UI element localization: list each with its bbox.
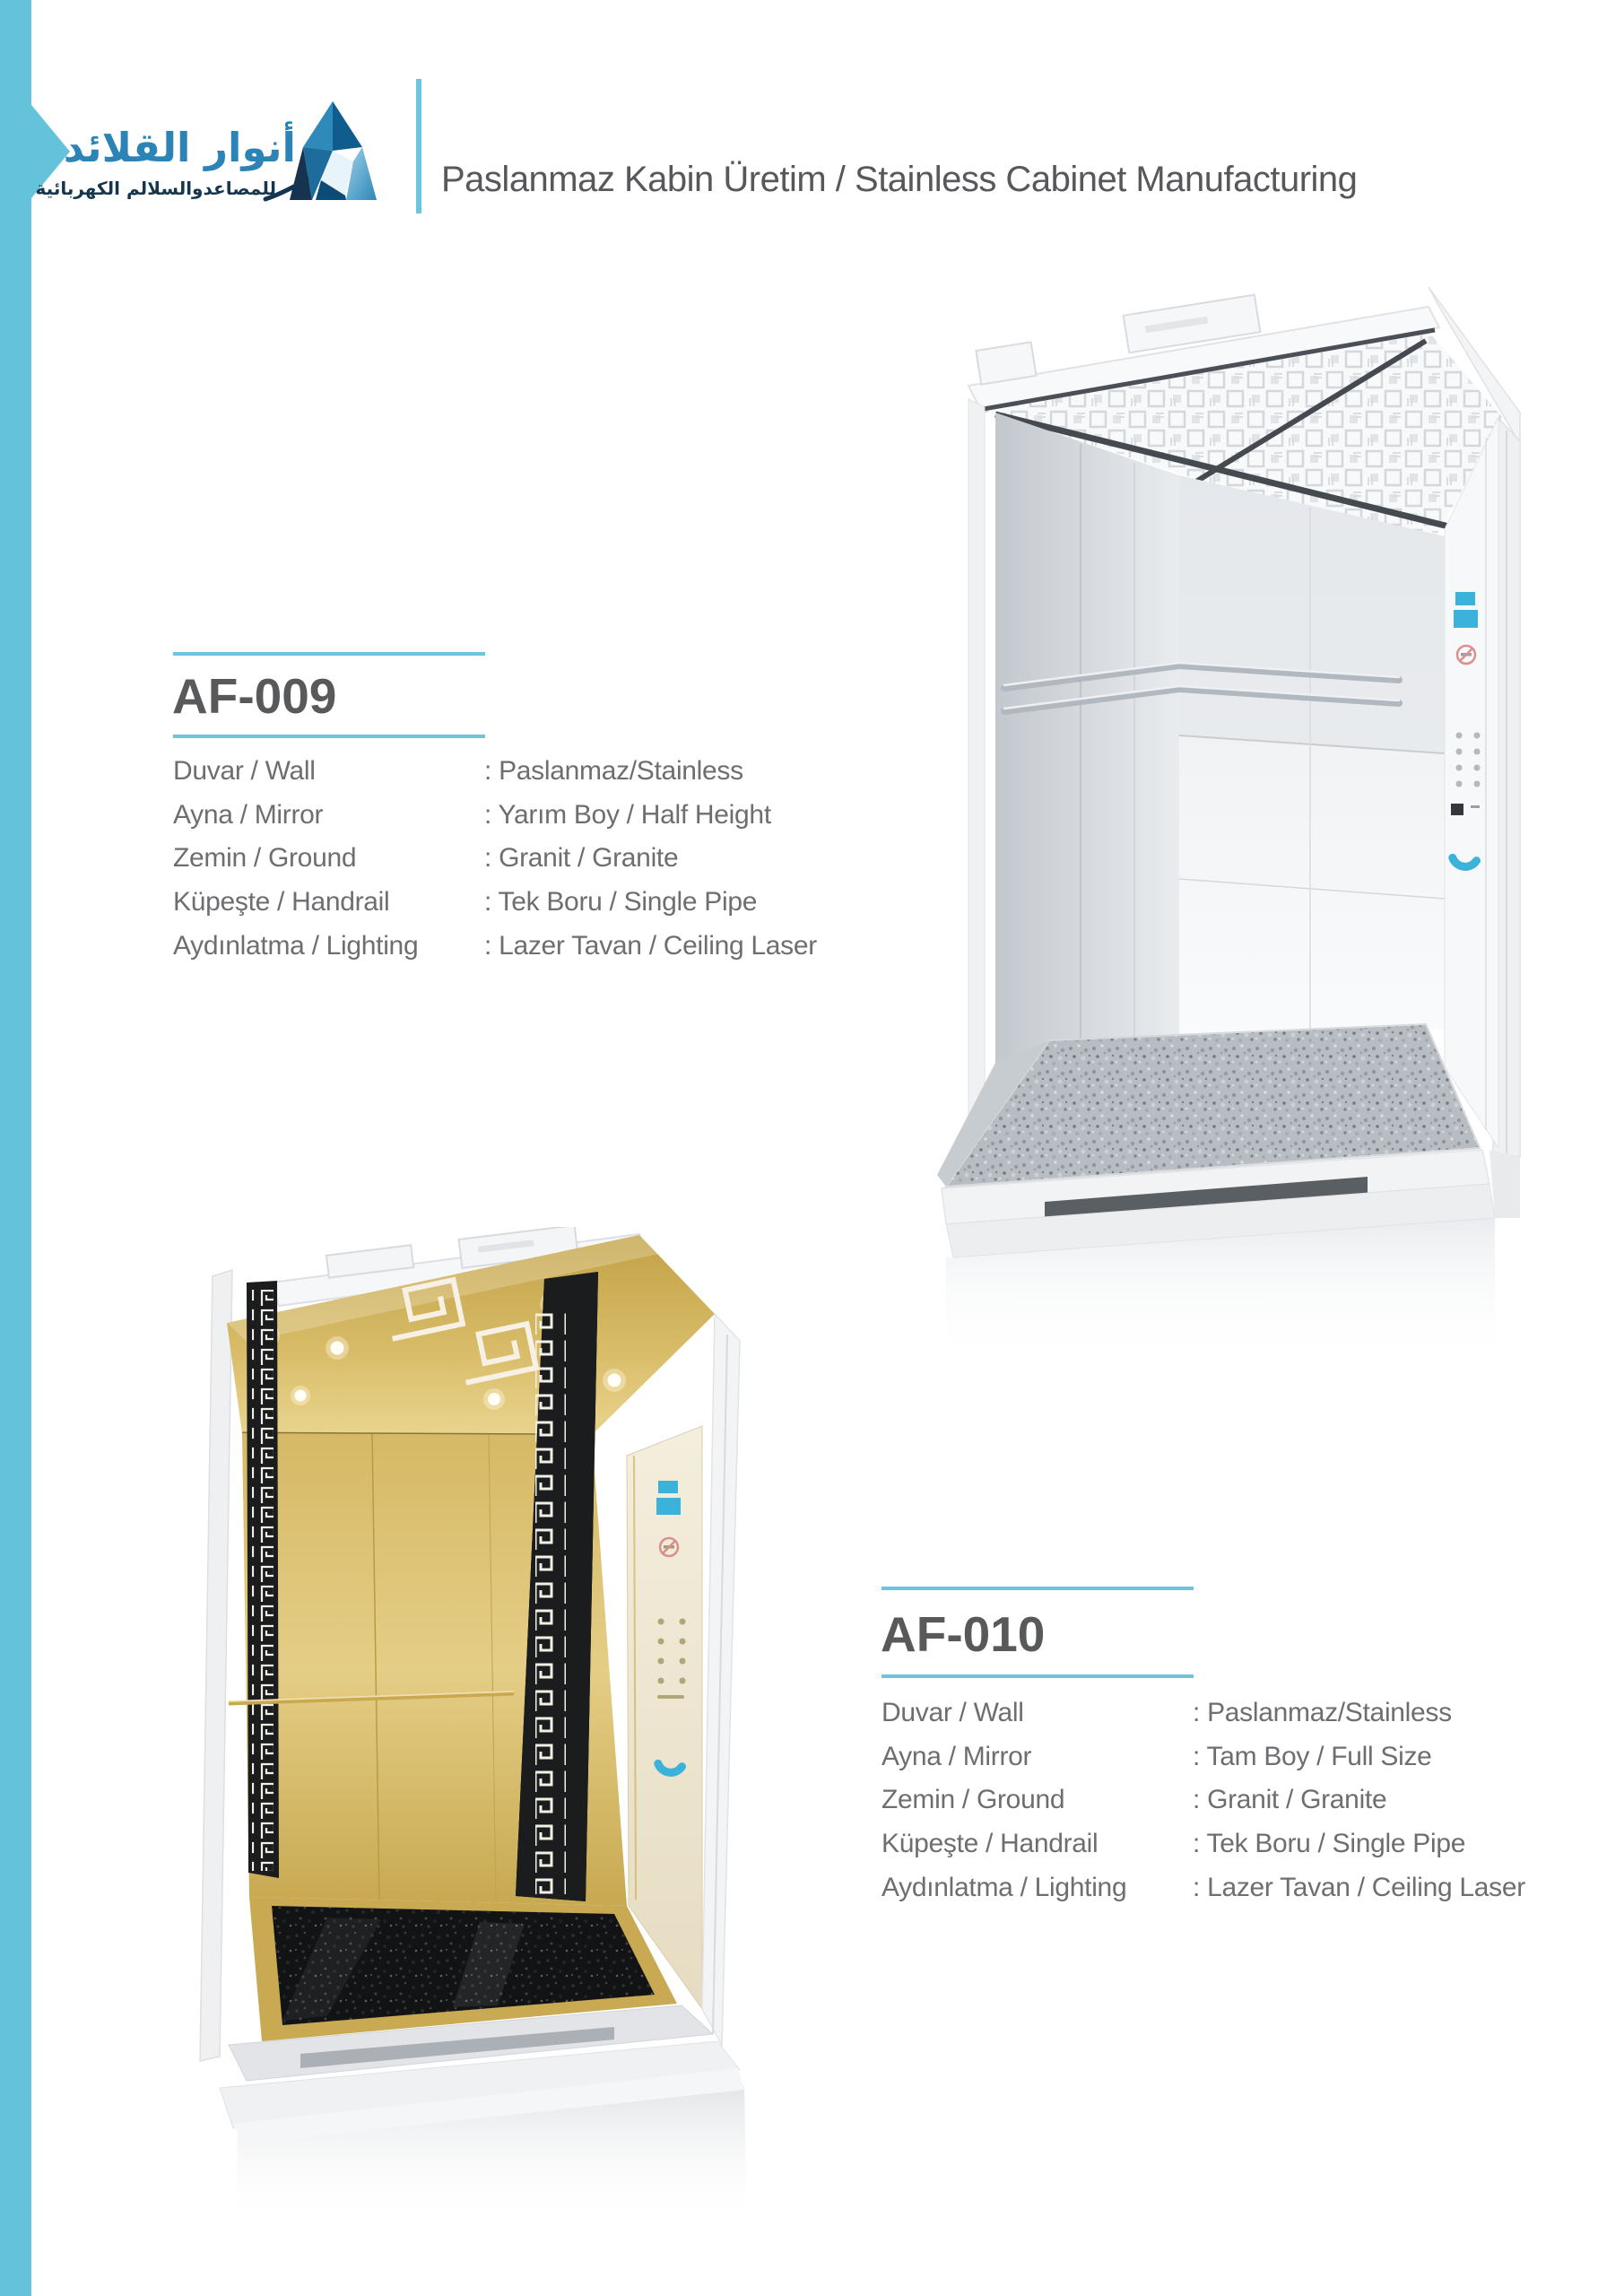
logo-pyramid-icon xyxy=(260,95,386,210)
alarm-button xyxy=(1451,804,1463,815)
left-frame xyxy=(200,1270,232,2061)
page-title: Paslanmaz Kabin Üretim / Stainless Cabinet Manufacturing xyxy=(441,160,1358,199)
cabin-control-panel xyxy=(627,1426,702,2009)
spec-value: : Granit / Granite xyxy=(1193,1785,1387,1815)
gold-cabin-photo xyxy=(193,1227,776,2227)
left-wall xyxy=(995,413,1179,1103)
spec-row xyxy=(881,1735,1617,1779)
spec-label: Ayna / Mirror xyxy=(173,799,324,830)
spec-value: : Lazer Tavan / Ceiling Laser xyxy=(484,930,817,961)
display-icon xyxy=(1454,610,1478,628)
spec-row xyxy=(173,750,908,794)
spec-value: : Paslanmaz/Stainless xyxy=(1193,1698,1452,1727)
meander-strip-left xyxy=(247,1281,279,1878)
left-ribbon-accent xyxy=(0,0,85,2296)
spec-value: : Tam Boy / Full Size xyxy=(1193,1741,1432,1771)
product-code: AF-010 xyxy=(881,1606,1046,1662)
left-frame xyxy=(968,399,985,1117)
spec-row xyxy=(881,1779,1617,1822)
back-wall xyxy=(1179,475,1445,1042)
logo-arabic-name: أنوار القلائد xyxy=(63,124,296,171)
spec-row xyxy=(173,794,908,838)
spec-value: : Paslanmaz/Stainless xyxy=(484,756,743,786)
logo-arabic-tagline: للمصاعدوالسلالم الكهربائية xyxy=(35,178,276,199)
spec-row xyxy=(881,1866,1617,1910)
spec-label: Duvar / Wall xyxy=(881,1698,1024,1727)
stainless-cabin-photo xyxy=(812,251,1619,1363)
product-code: AF-009 xyxy=(172,668,337,724)
spec-value: : Yarım Boy / Half Height xyxy=(484,799,771,830)
spec-value: : Granit / Granite xyxy=(484,843,679,874)
spec-label: Zemin / Ground xyxy=(881,1785,1065,1815)
spec-row xyxy=(173,881,908,925)
spec-value: : Tek Boru / Single Pipe xyxy=(484,887,758,918)
spec-row xyxy=(881,1822,1617,1866)
rule-top xyxy=(173,652,485,656)
rule-bottom xyxy=(881,1674,1194,1678)
display-icon xyxy=(658,1481,678,1493)
spec-label: Ayna / Mirror xyxy=(881,1741,1032,1771)
spec-label: Duvar / Wall xyxy=(173,756,316,786)
spec-row xyxy=(173,925,908,969)
right-wall xyxy=(1445,417,1498,1148)
rule-top xyxy=(881,1587,1194,1590)
spec-table xyxy=(173,750,908,968)
header-divider xyxy=(416,79,421,213)
display-icon xyxy=(1455,592,1475,605)
spec-label: Aydınlatma / Lighting xyxy=(173,930,419,961)
spec-row xyxy=(173,837,908,881)
rule-bottom xyxy=(173,735,485,738)
right-outer-frame xyxy=(702,1314,740,2045)
spec-value: : Lazer Tavan / Ceiling Laser xyxy=(1193,1872,1525,1902)
display-icon xyxy=(656,1498,681,1515)
spec-row xyxy=(881,1692,1617,1735)
spec-label: Küpeşte / Handrail xyxy=(173,887,390,918)
spec-label: Küpeşte / Handrail xyxy=(881,1829,1099,1859)
spec-table xyxy=(881,1692,1617,1909)
spec-value: : Tek Boru / Single Pipe xyxy=(1193,1829,1466,1859)
spec-label: Zemin / Ground xyxy=(173,843,357,874)
spec-label: Aydınlatma / Lighting xyxy=(881,1872,1127,1902)
